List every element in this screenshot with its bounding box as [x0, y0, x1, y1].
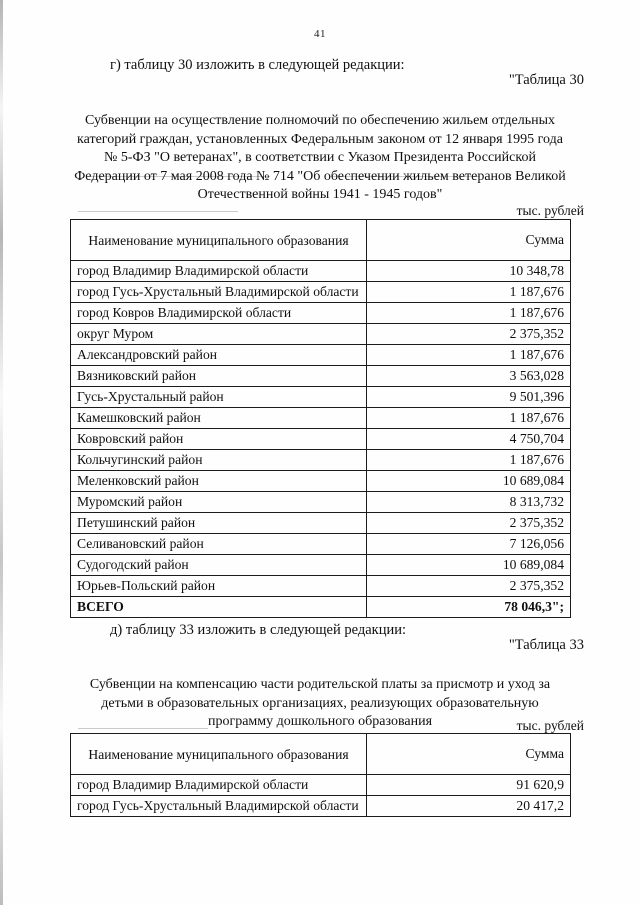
section-b-table-label: "Таблица 33 [508, 637, 584, 653]
cell-municipality-name: город Владимир Владимирской области [71, 775, 367, 796]
cell-sum-value: 2 375,352 [367, 576, 571, 597]
cell-sum-value: 10 689,084 [367, 555, 571, 576]
subventions-veterans-table [70, 219, 571, 618]
cell-sum-value: 1 187,676 [367, 303, 571, 324]
cell-municipality-name: Юрьев-Польский район [71, 576, 367, 597]
table-row [71, 429, 571, 450]
cell-total-label: ВСЕГО [71, 597, 367, 618]
cell-municipality-name: Кольчугинский район [71, 450, 367, 471]
section-a-units-label: тыс. рублей [516, 203, 584, 218]
table-row [71, 450, 571, 471]
cell-municipality-name: Камешковский район [71, 408, 367, 429]
cell-sum-value: 2 375,352 [367, 513, 571, 534]
table-row [71, 261, 571, 282]
subventions-parental-fee-table [70, 733, 571, 817]
cell-municipality-name: город Гусь-Хрустальный Владимирской области [71, 282, 367, 303]
section-a-intro-text: г) таблицу 30 изложить в следующей редакции: [110, 57, 405, 73]
cell-municipality-name: Александровский район [71, 345, 367, 366]
cell-sum-value: 4 750,704 [367, 429, 571, 450]
table-row [71, 576, 571, 597]
cell-sum-value: 8 313,732 [367, 492, 571, 513]
cell-municipality-name: Ковровский район [71, 429, 367, 450]
section-a-table-title: Субвенции на осуществление полномочий по обеспечению жильем отдельных категорий граждан, установленных Федеральным законом от 12 января 1995 года № 5-ФЗ "О ветеранах", в соответствии с Указом Президента Российской Федерации от 7 мая 2008 года № 714 "Об обеспечении жильем ветеранов Великой Отечественной войны 1941 - 1945 годов" [74, 113, 566, 202]
cell-municipality-name: Петушинский район [71, 513, 367, 534]
cell-sum-value: 10 348,78 [367, 261, 571, 282]
table-row [71, 303, 571, 324]
section-a-table-label: "Таблица 30 [508, 72, 584, 88]
cell-municipality-name: Селивановский район [71, 534, 367, 555]
table-header-row [71, 734, 571, 775]
cell-municipality-name: Муромский район [71, 492, 367, 513]
cell-sum-value: 9 501,396 [367, 387, 571, 408]
cell-sum-value: 1 187,676 [367, 345, 571, 366]
cell-total-value: 78 046,3"; [367, 597, 571, 618]
cell-sum-value: 20 417,2 [367, 796, 571, 817]
cell-municipality-name: город Владимир Владимирской области [71, 261, 367, 282]
column-header-sum: Сумма [367, 734, 571, 775]
cell-sum-value: 7 126,056 [367, 534, 571, 555]
table-row [71, 324, 571, 345]
table-row [71, 513, 571, 534]
table-row [71, 555, 571, 576]
column-header-name: Наименование муниципального образования [71, 220, 367, 261]
section-b-units-label: тыс. рублей [516, 718, 584, 733]
table-row [71, 282, 571, 303]
cell-sum-value: 91 620,9 [367, 775, 571, 796]
table-row [71, 345, 571, 366]
cell-municipality-name: город Гусь-Хрустальный Владимирской области [71, 796, 367, 817]
table-row [71, 534, 571, 555]
page-number: 41 [314, 28, 326, 40]
cell-sum-value: 2 375,352 [367, 324, 571, 345]
cell-municipality-name: Вязниковский район [71, 366, 367, 387]
section-b-intro-text: д) таблицу 33 изложить в следующей редакции: [110, 622, 407, 638]
cell-municipality-name: Судогодский район [71, 555, 367, 576]
table-row [71, 775, 571, 796]
table-row [71, 471, 571, 492]
cell-sum-value: 1 187,676 [367, 450, 571, 471]
column-header-name: Наименование муниципального образования [71, 734, 367, 775]
column-header-sum: Сумма [367, 220, 571, 261]
table-total-row [71, 597, 571, 618]
table-header-row [71, 220, 571, 261]
cell-municipality-name: Гусь-Хрустальный район [71, 387, 367, 408]
table-row [71, 366, 571, 387]
table-row [71, 408, 571, 429]
cell-municipality-name: округ Муром [71, 324, 367, 345]
cell-municipality-name: город Ковров Владимирской области [71, 303, 367, 324]
cell-municipality-name: Меленковский район [71, 471, 367, 492]
section-b-table-title: Субвенции на компенсацию части родительской платы за присмотр и уход за детьми в образовательных организациях, реализующих образовательную программу дошкольного образования [89, 677, 551, 729]
table-row [71, 492, 571, 513]
cell-sum-value: 1 187,676 [367, 408, 571, 429]
cell-sum-value: 1 187,676 [367, 282, 571, 303]
table-row [71, 387, 571, 408]
cell-sum-value: 10 689,084 [367, 471, 571, 492]
cell-sum-value: 3 563,028 [367, 366, 571, 387]
table-row [71, 796, 571, 817]
